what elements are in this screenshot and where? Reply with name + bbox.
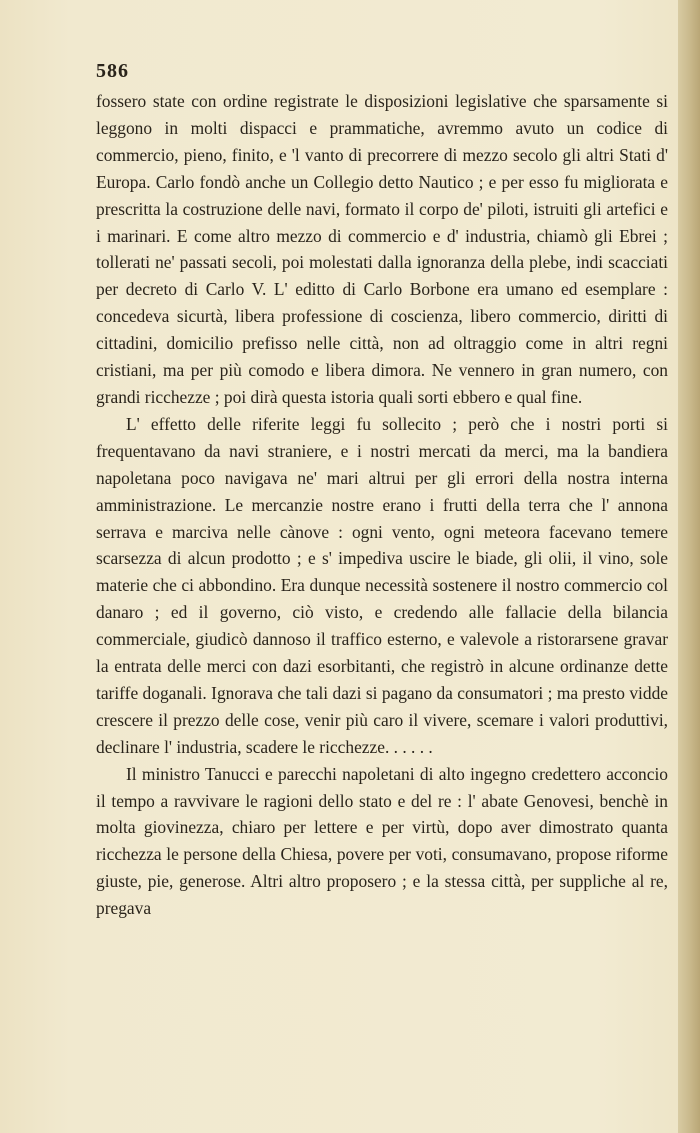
body-text xyxy=(96,88,668,922)
page-number: 586 xyxy=(96,60,129,82)
paragraph: Il ministro Tanucci e parecchi napoletani di alto ingegno credettero acconcio il tempo a ravvivare le ragioni dello stato e del re : l' abate Genovesi, benchè in molta giovinezza, chiaro per lettere e per virtù, dopo aver dimostrato quanta ricchezza le persone della Chiesa, povere per voti, consumavano, propose riforme giuste, pie, generose. Altri altro proposero ; e la stessa città, per suppliche al re, pregava xyxy=(96,763,668,919)
paragraph: L' effetto delle riferite leggi fu sollecito ; però che i nostri porti si frequentavano da navi straniere, e i nostri mercati da merci, ma la bandiera napoletana poco navigava ne' mari altrui per gli errori della nostra interna amministrazione. Le mercanzie nostre erano i frutti della terra che l' annona serrava e marciva nelle cànove : ogni vento, ogni meteora facevano temere scarsezza di alcun prodotto ; e s' impediva uscire le biade, gli olii, il vino, sole materie che ci abbondino. Era dunque necessità sostenere il nostro commercio col danaro ; ed il governo, ciò visto, e credendo alle fallacie della bilancia commerciale, giudicò dannoso il traffico esterno, e valevole a ristorarsene gravar la entrata delle merci con dazi esorbitanti, che registrò in alcune ordinanze dette tariffe doganali. Ignorava che tali dazi si pagano da consumatori ; ma presto vidde crescere il prezzo delle cose, venir più caro il vivere, scemare i valori produttivi, declinare l' industria, scadere le ricchezze. . . . . . xyxy=(96,413,668,757)
page-edge xyxy=(678,0,700,1133)
paragraph-continued: fossero state con ordine registrate le disposizioni legislative che sparsamente si leggono in molti dispacci e prammatiche, avremmo avuto un codice di commercio, pieno, finito, e 'l vanto di precorrere di mezzo secolo gli altri Stati d' Europa. Carlo fondò anche un Collegio detto Nautico ; e per esso fu migliorata e prescritta la costruzione delle navi, formato il corpo de' piloti, istruiti gli artefici e i marinari. E come altro mezzo di commercio e d' industria, chiamò gli Ebrei ; tollerati ne' passati secoli, poi molestati dalla ignoranza della plebe, indi scacciati per decreto di Carlo V. L' editto di Carlo Borbone era umano ed esemplare : concedeva sicurtà, libera professione di coscienza, libero commercio, diritti di cittadini, domicilio prefisso nelle città, non ad oltraggio come in altri regni cristiani, ma per più comodo e libera dimora. Ne vennero in gran numero, con grandi ricchezze ; poi dirà questa istoria quali sorti ebbero e qual fine. xyxy=(96,91,668,407)
